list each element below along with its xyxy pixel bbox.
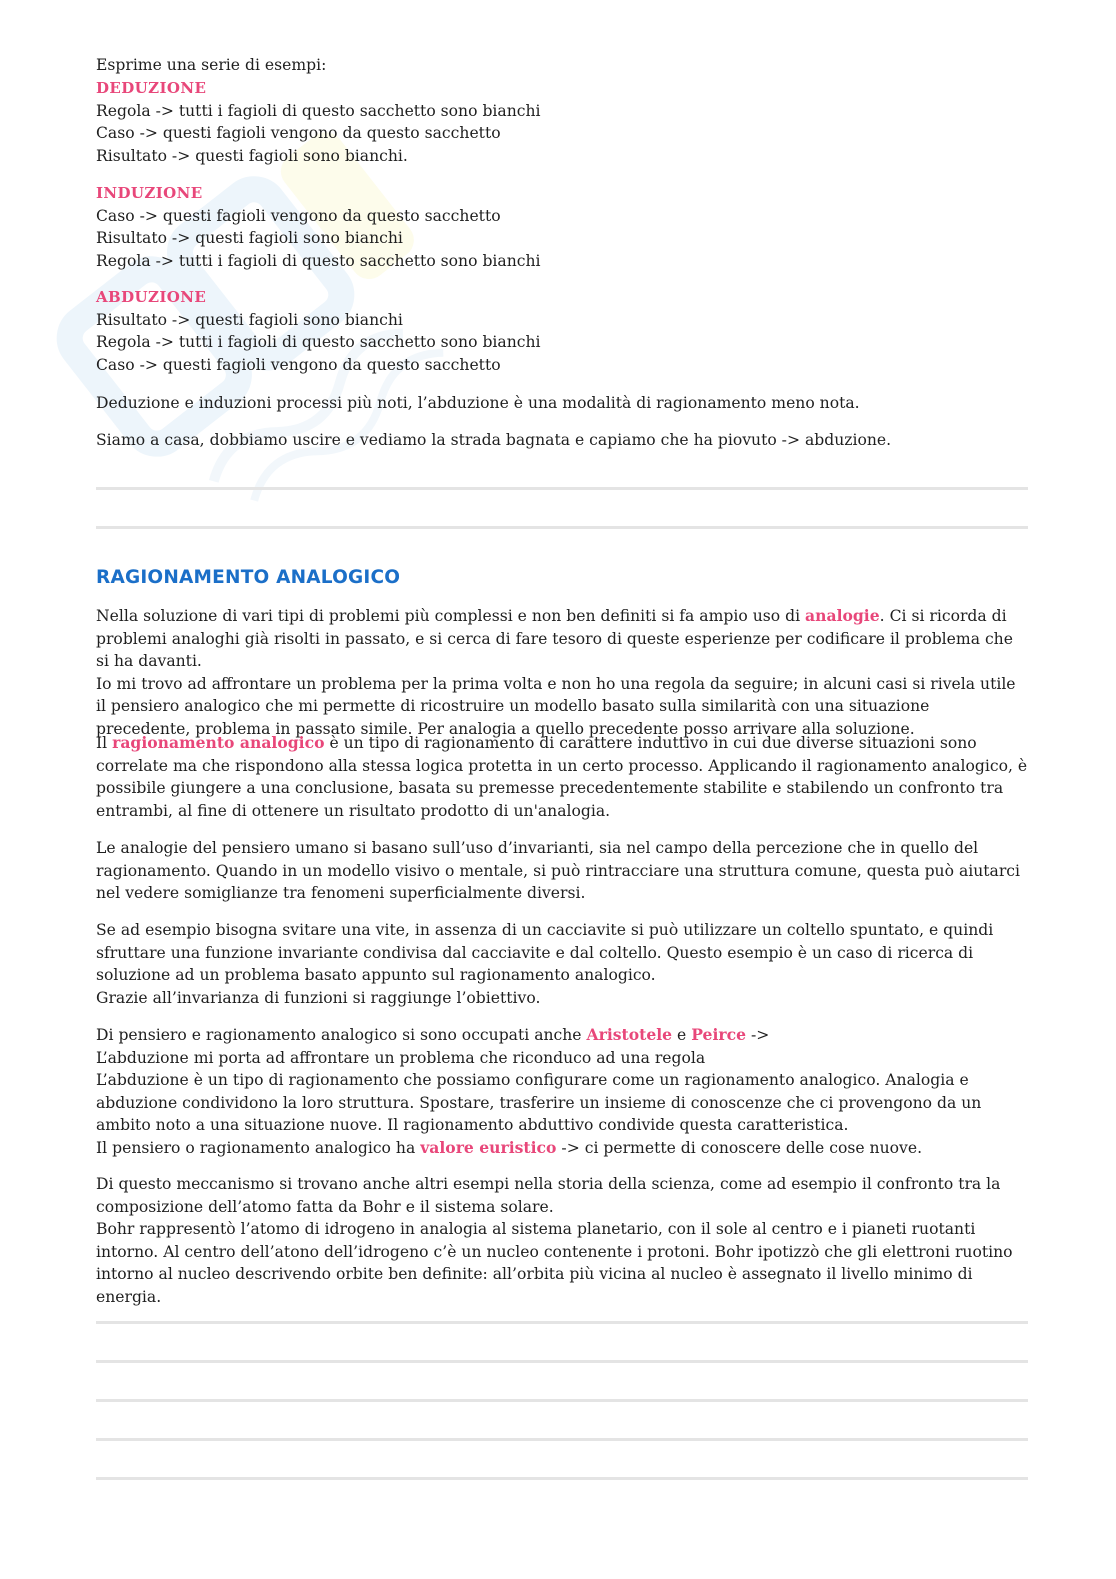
divider-line [96, 1477, 1028, 1480]
abduzione-line: Regola -> tutti i fagioli di questo sacchetto sono bianchi [96, 333, 541, 351]
note-paragraph: Deduzione e induzioni processi più noti, l’abduzione è una modalità di ragionamento meno nota. [96, 394, 860, 412]
divider-line [96, 487, 1028, 490]
paragraph-aristotele-peirce: Di pensiero e ragionamento analogico si sono occupati anche Aristotele e Peirce -> L’abduzione mi porta ad affrontare un problema che riconduco ad una regola L’abduzione è un tipo di ragionamento che possiamo configurare come un ragionamento analogico. Analogia e abduzione condividono la loro struttura. Spostare, trasferire un insieme di conoscenze che ci provengono da un ambito noto a una situazione nuove. Il ragionamento abduttivo condivide questa caratteristica. Il pensiero o ragionamento analogico ha valore euristico -> ci permette di conoscere delle cose nuove. [96, 1025, 982, 1157]
note-paragraph: Siamo a casa, dobbiamo uscire e vediamo la strada bagnata e capiamo che ha piovuto -> abduzione. [96, 431, 892, 449]
deduzione-label: DEDUZIONE [96, 79, 207, 97]
highlight-analogie: analogie [805, 606, 880, 625]
deduzione-line: Regola -> tutti i fagioli di questo sacchetto sono bianchi [96, 101, 541, 120]
deduzione-line: Risultato -> questi fagioli sono bianchi. [96, 146, 408, 165]
abduzione-block [96, 286, 1028, 376]
induzione-label: INDUZIONE [96, 184, 203, 202]
section-title: RAGIONAMENTO ANALOGICO [96, 567, 401, 588]
highlight-valore-euristico: valore euristico [420, 1137, 557, 1157]
highlight-ragionamento-analogico: ragionamento analogico [112, 733, 325, 752]
paragraph-cacciavite: Se ad esempio bisogna svitare una vite, in assenza di un cacciavite si può utilizzare un coltello spuntato, e quindi sfruttare una funzione invariante condivisa dal cacciavite e dal coltello. Questo esempio è un caso di ricerca di soluzione ad un problema basato appunto sul ragionamento analogico. Grazie all’invarianza di funzioni si raggiunge l’obiettivo. [96, 921, 994, 1007]
induzione-line: Regola -> tutti i fagioli di questo sacchetto sono bianchi [96, 251, 541, 270]
abduzione-line: Risultato -> questi fagioli sono bianchi [96, 310, 403, 329]
deduzione-block [96, 77, 1028, 167]
divider-line [96, 1399, 1028, 1402]
divider-line [96, 526, 1028, 529]
paragraph-analogie: Nella soluzione di vari tipi di problemi più complessi e non ben definiti si fa ampio uso di analogie. Ci si ricorda di problemi analoghi già risolti in passato, e si cerca di fare tesoro di queste esperienze per codificare il problema che si ha davanti. Io mi trovo ad affrontare un problema per la prima volta e non ho una regola da seguire; in alcuni casi si rivela utile il pensiero analogico che mi permette di ricostruire un modello basato sulla similarità con una situazione precedente, problema in passato simile. Per analogia a quello precedente posso arrivare alla soluzione. [96, 606, 1016, 738]
paragraph-ragionamento-analogico: Il ragionamento analogico è un tipo di ragionamento di carattere induttivo in cui due diverse situazioni sono correlate ma che rispondono alla stessa logica protetta in un certo processo. Applicando il ragionamento analogico, è possibile giungere a una conclusione, basata su premesse precedentemente stabilite e stabilendo un confronto tra entrambi, al fine di ottenere un risultato prodotto di un'analogia. [96, 733, 1028, 820]
induzione-line: Risultato -> questi fagioli sono bianchi [96, 229, 403, 247]
divider-line [96, 1438, 1028, 1441]
examples-intro: Esprime una serie di esempi: [96, 56, 327, 74]
paragraph-bohr: Di questo meccanismo si trovano anche altri esempi nella storia della scienza, come ad esempio il confronto tra la composizione dell’atomo fatta da Bohr e il sistema solare. Bohr rappresentò l’atomo di idrogeno in analogia al sistema planetario, con il sole al centro e i pianeti ruotanti intorno. Al centro dell’atono dell’idrogeno c’è un nucleo contenente i protoni. Bohr ipotizzò che gli elettroni ruotino intorno al nucleo descrivendo orbite ben definite: all’orbita più vicina al nucleo è assegnato il livello minimo di energia. [96, 1175, 1013, 1306]
paragraph-invarianti: Le analogie del pensiero umano si basano sull’uso d’invarianti, sia nel campo della percezione che in quello del ragionamento. Quando in un modello visivo o mentale, si può rintracciare una struttura comune, questa può aiutarci nel vedere somiglianze tra fenomeni superficialmente diversi. [96, 839, 1021, 903]
abduzione-label: ABDUZIONE [96, 288, 207, 306]
abduzione-line: Caso -> questi fagioli vengono da questo sacchetto [96, 355, 501, 374]
induzione-block [96, 182, 1028, 272]
highlight-aristotele: Aristotele [586, 1025, 673, 1044]
divider-line [96, 1321, 1028, 1324]
deduzione-line: Caso -> questi fagioli vengono da questo sacchetto [96, 124, 501, 142]
induzione-line: Caso -> questi fagioli vengono da questo sacchetto [96, 206, 501, 225]
highlight-peirce: Peirce [691, 1025, 747, 1044]
divider-line [96, 1360, 1028, 1363]
